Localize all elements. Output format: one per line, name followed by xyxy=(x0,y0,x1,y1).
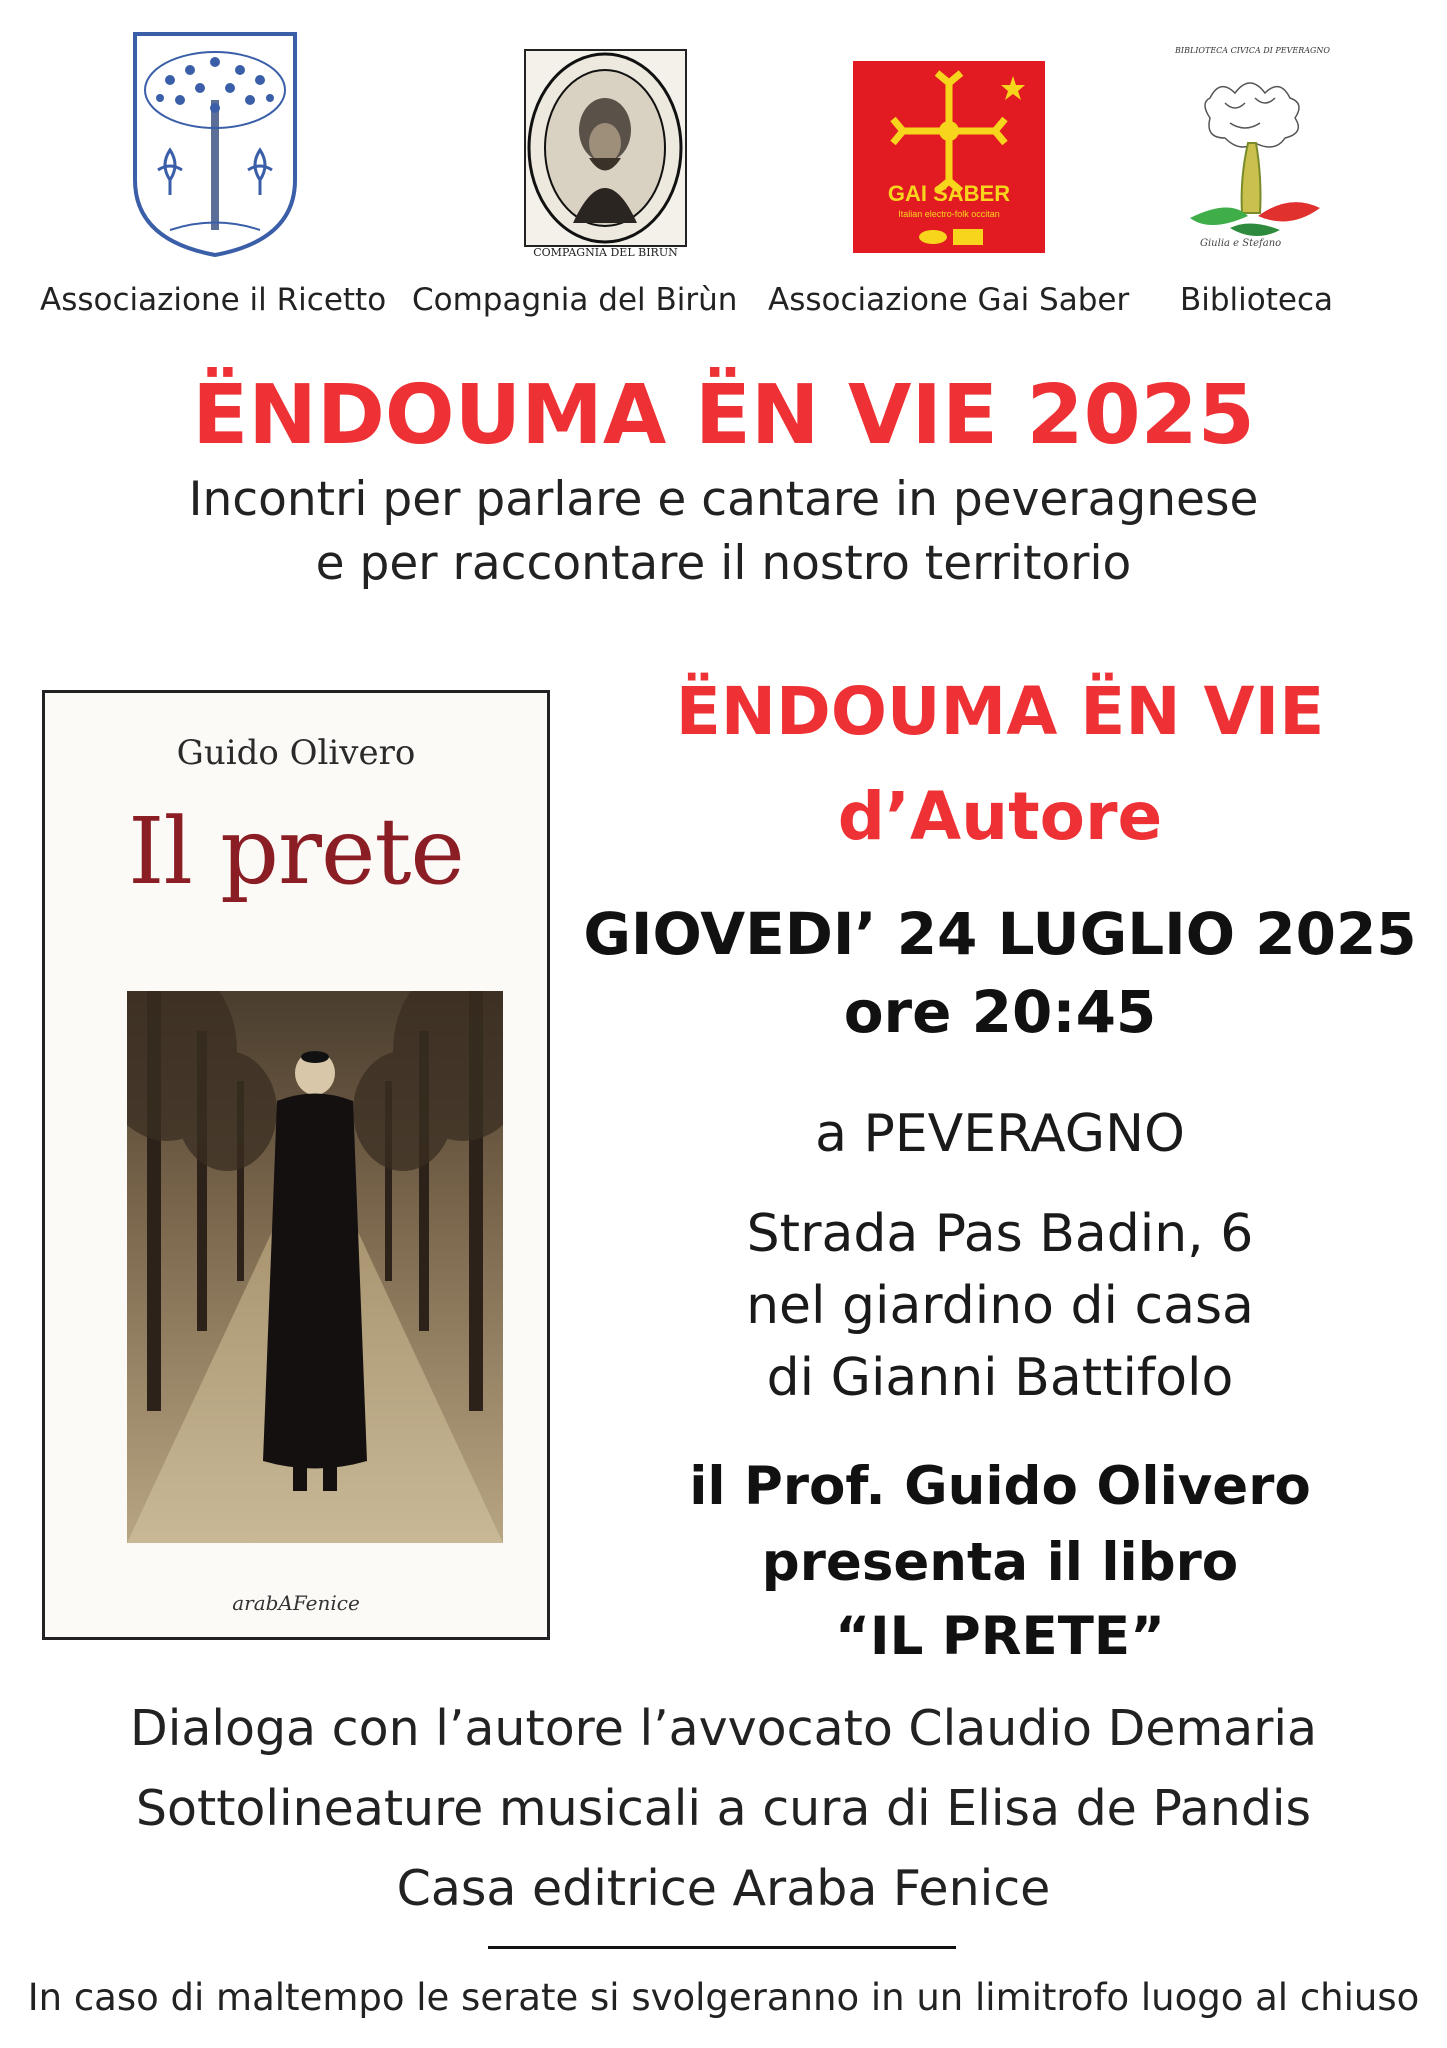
logo-label-ricetto: Associazione il Ricetto xyxy=(40,282,387,318)
event-series: ËNDOUMA ËN VIE xyxy=(675,673,1325,750)
biblioteca-header: BIBLIOTECA CIVICA DI PEVERAGNO xyxy=(1175,46,1330,55)
detail-publisher: Casa editrice Araba Fenice xyxy=(396,1860,1051,1917)
portrait-medallion-icon xyxy=(523,48,688,248)
book-author: Guido Olivero xyxy=(176,733,416,773)
gai-saber-tagline: Italian electro-folk occitan xyxy=(898,209,1000,219)
logo-label-birun: Compagnia del Birùn xyxy=(412,282,738,318)
tree-drawing-icon xyxy=(1170,58,1335,253)
book-cover xyxy=(42,690,550,1640)
shield-tree-fleur-de-lis-icon xyxy=(130,30,300,260)
event-address-3: di Gianni Battifolo xyxy=(766,1348,1234,1408)
event-date: GIOVEDI’ 24 LUGLIO 2025 xyxy=(583,900,1417,968)
presenter-line-1: il Prof. Guido Olivero xyxy=(689,1456,1311,1517)
logo-ricetto xyxy=(130,30,300,260)
svg-text:Giulia e Stefano: Giulia e Stefano xyxy=(1200,238,1282,249)
event-place: a PEVERAGNO xyxy=(815,1104,1185,1164)
priest-walking-image xyxy=(127,991,503,1543)
logo-label-biblioteca: Biblioteca xyxy=(1180,282,1334,318)
logo-gai-saber xyxy=(853,61,1045,253)
logo-birun xyxy=(523,48,688,263)
presenter-line-2: presenta il libro xyxy=(761,1532,1239,1593)
event-series-sub: d’Autore xyxy=(837,778,1163,855)
book-publisher: arabAFenice xyxy=(232,1591,360,1615)
event-time: ore 20:45 xyxy=(843,978,1157,1046)
event-address-1: Strada Pas Badin, 6 xyxy=(746,1204,1254,1264)
detail-moderator: Dialoga con l’autore l’avvocato Claudio Demaria xyxy=(129,1700,1317,1757)
divider xyxy=(488,1946,956,1949)
event-address-2: nel giardino di casa xyxy=(746,1276,1254,1336)
detail-music: Sottolineature musicali a cura di Elisa de Pandis xyxy=(135,1780,1312,1837)
birun-inscription: COMPAGNIA DEL BIRÙN xyxy=(533,246,678,259)
book-cover-photo xyxy=(127,991,503,1543)
subtitle-line-1: Incontri per parlare e cantare in peveragnese xyxy=(188,472,1259,527)
book-title: Il prete xyxy=(128,798,464,905)
logo-biblioteca xyxy=(1170,46,1335,251)
main-title: ËNDOUMA ËN VIE 2025 xyxy=(192,368,1255,463)
subtitle-line-2: e per raccontare il nostro territorio xyxy=(315,536,1132,591)
logo-label-gai-saber: Associazione Gai Saber xyxy=(768,282,1130,318)
footer-note: In caso di maltempo le serate si svolgeranno in un limitrofo luogo al chiuso xyxy=(27,1976,1420,2019)
occitan-cross-icon xyxy=(853,61,1045,253)
book-title-quote: “IL PRETE” xyxy=(835,1606,1165,1667)
gai-saber-brand: GAI SABER xyxy=(887,181,1011,206)
